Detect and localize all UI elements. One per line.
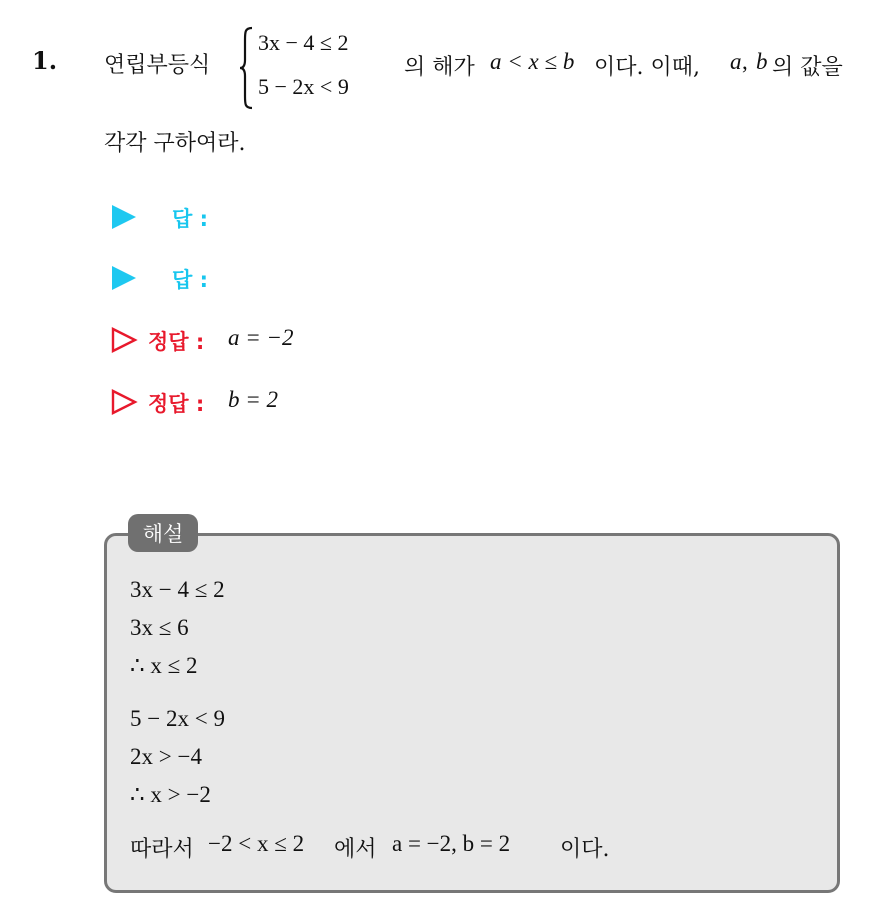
conclusion-values: a = −2, b = 2 (392, 831, 511, 856)
system-inequality-2: 5 − 2x < 9 (258, 74, 349, 99)
conclusion-suffix: 이다. (560, 837, 610, 862)
conclusion-mid: 에서 (334, 837, 377, 862)
correct-value-2: b = 2 (228, 387, 279, 412)
solution-step: ∴ x > −2 (130, 782, 211, 807)
correct-label-1: 정답 : (148, 330, 205, 354)
question-condition: a < x ≤ b (490, 49, 575, 74)
correct-label-2: 정답 : (148, 392, 205, 416)
outline-triangle-icon (110, 326, 138, 354)
solution-title: 해설 (128, 514, 198, 552)
system-brace-icon (238, 26, 256, 110)
answer-label-1: 답 : (172, 207, 208, 231)
correct-value-1: a = −2 (228, 325, 294, 350)
question-number: 1. (32, 46, 58, 75)
question-comma: , (742, 49, 748, 74)
solution-step: ∴ x ≤ 2 (130, 653, 198, 678)
play-marker-icon (112, 266, 136, 290)
solution-step: 5 − 2x < 9 (130, 706, 225, 731)
play-marker-icon (112, 205, 136, 229)
answer-label-2: 답 : (172, 268, 208, 292)
system-inequality-1: 3x − 4 ≤ 2 (258, 30, 349, 55)
solution-step: 2x > −4 (130, 744, 202, 769)
question-line2: 각각 구하여라. (104, 131, 246, 156)
question-suffix-a: 이다. 이때, (594, 55, 700, 80)
conclusion-range: −2 < x ≤ 2 (208, 831, 305, 856)
conclusion-prefix: 따라서 (130, 837, 194, 862)
question-middle: 의 해가 (404, 55, 475, 80)
question-suffix-b: 의 값을 (772, 55, 843, 80)
question-var-a: a (730, 49, 742, 74)
solution-step: 3x ≤ 6 (130, 615, 189, 640)
solution-step: 3x − 4 ≤ 2 (130, 577, 225, 602)
outline-triangle-icon (110, 388, 138, 416)
question-prefix: 연립부등식 (104, 53, 211, 78)
question-var-b: b (756, 49, 768, 74)
